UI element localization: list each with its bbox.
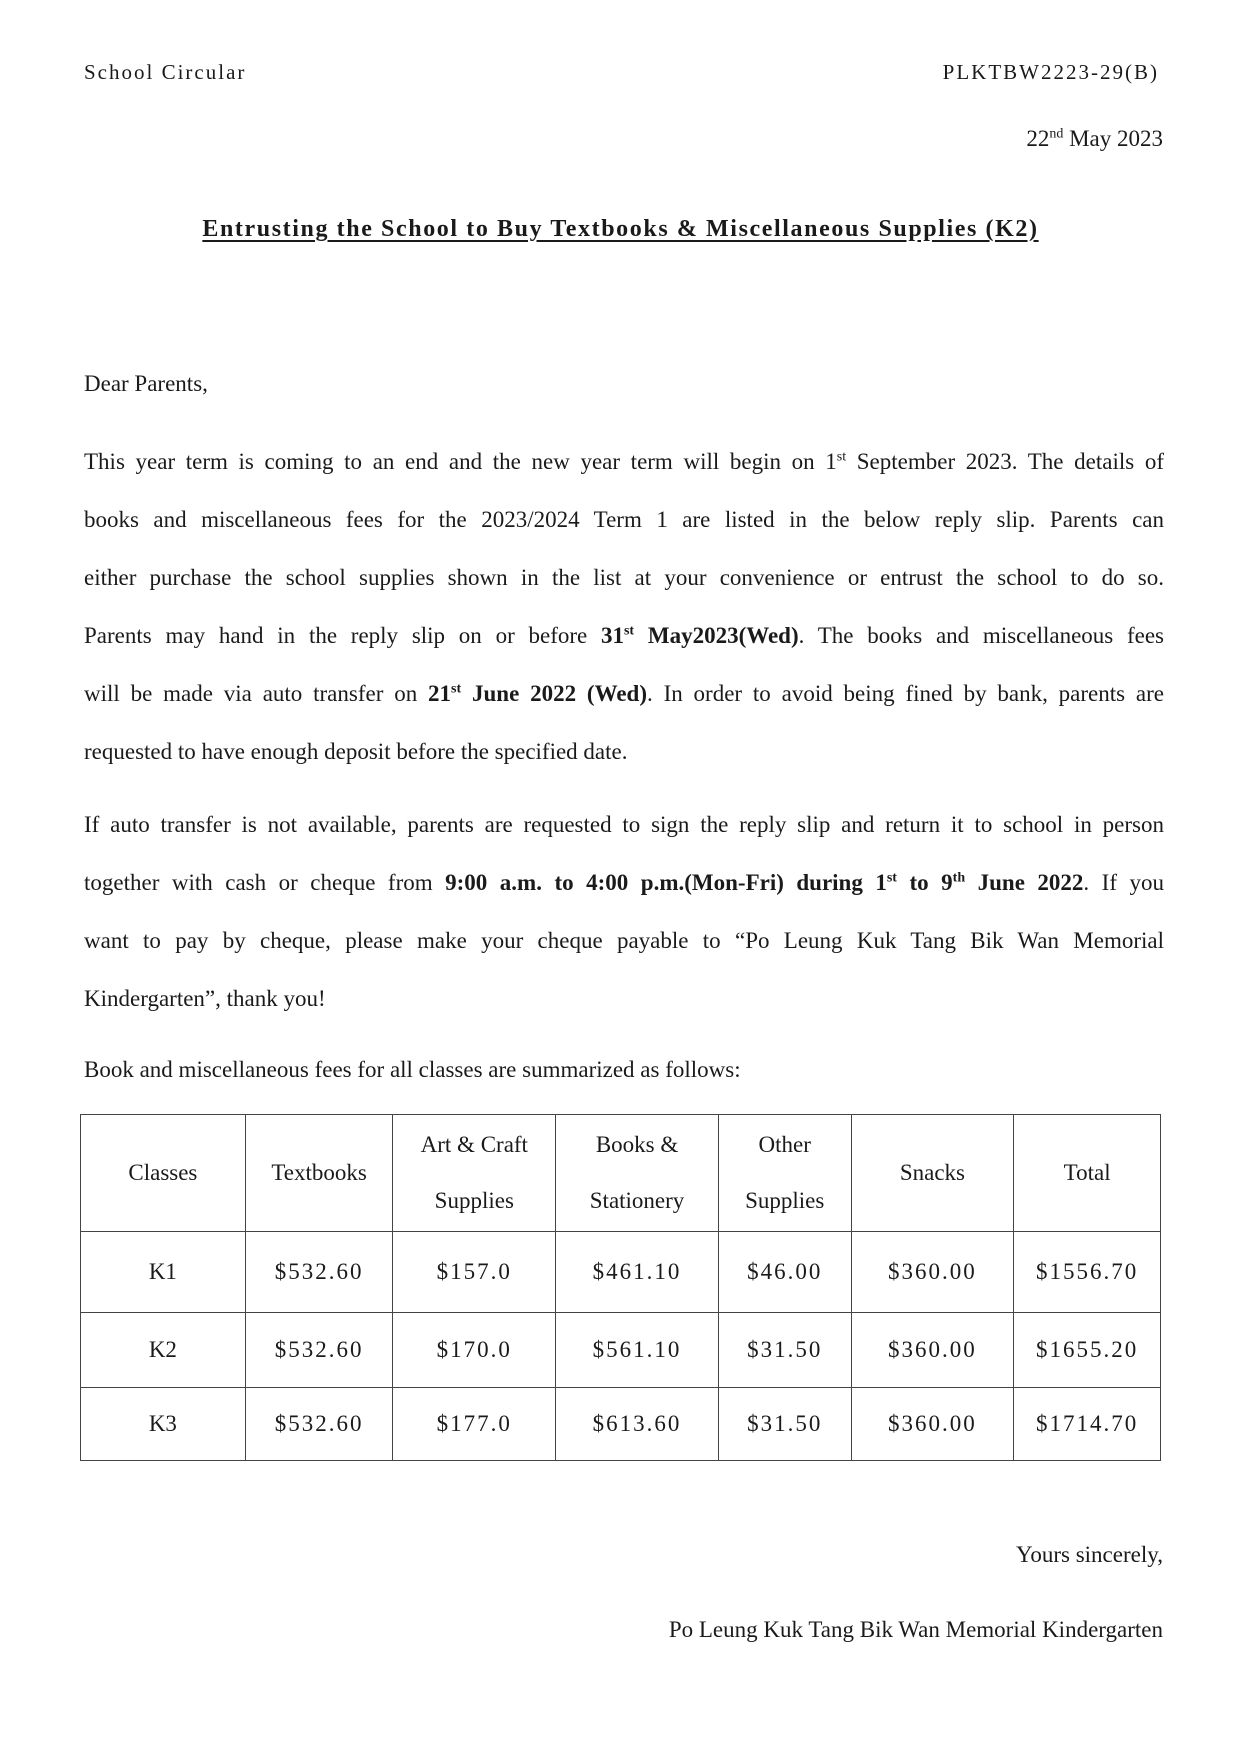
column-header <box>718 1115 851 1232</box>
paragraph-line <box>84 665 1164 723</box>
class-name-cell: K2 <box>81 1313 246 1388</box>
table-row <box>81 1232 1161 1313</box>
column-header-line: Books & <box>595 1132 679 1157</box>
fee-cell: $31.50 <box>718 1313 851 1388</box>
column-header-line: Supplies <box>745 1188 825 1213</box>
paragraph-payment-instructions <box>84 796 1164 1028</box>
paragraph-line <box>84 607 1164 665</box>
letter-date <box>1026 126 1163 152</box>
fees-summary-intro: Book and miscellaneous fees for all classes are summarized as follows: <box>84 1057 741 1082</box>
text-run: Parents may hand in the reply slip on or before <box>84 623 601 648</box>
column-header-line: Supplies <box>434 1188 514 1213</box>
column-header <box>245 1115 393 1232</box>
column-header <box>81 1115 246 1232</box>
date-day: 22 <box>1026 126 1050 151</box>
fees-table <box>80 1114 1161 1461</box>
letter-title <box>0 216 1241 243</box>
fee-cell: $1655.20 <box>1014 1313 1161 1388</box>
fee-cell: $157.0 <box>393 1232 556 1313</box>
paragraph-line: If auto transfer is not available, parents are requested to sign the reply slip and return it to school in person <box>84 812 1164 837</box>
text-run: . In order to avoid being fined by bank, parents are <box>646 681 1164 706</box>
column-header <box>1014 1115 1161 1232</box>
fee-cell: $360.00 <box>851 1313 1014 1388</box>
circular-reference-number: PLKTBW2223-29(B) <box>942 60 1159 84</box>
reply-deadline: 31st May2023(Wed) <box>600 623 799 648</box>
circular-label: School Circular <box>84 60 247 84</box>
text-run: will be made via auto transfer on <box>84 681 429 706</box>
fee-cell: $177.0 <box>393 1388 556 1461</box>
date-day-suffix: nd <box>1049 126 1064 142</box>
fee-cell: $360.00 <box>851 1232 1014 1313</box>
text-run: . If you <box>1083 870 1164 895</box>
table-row <box>81 1313 1161 1388</box>
fee-cell: $1556.70 <box>1014 1232 1161 1313</box>
text-run: This year term is coming to an end and the new year term will begin on 1 <box>84 449 837 474</box>
paragraph-term-details <box>84 433 1164 781</box>
paragraph-line: requested to have enough deposit before the specified date. <box>84 739 628 764</box>
column-header-line: Other <box>758 1132 811 1157</box>
fee-cell: $46.00 <box>718 1232 851 1313</box>
column-header-line: Textbooks <box>271 1160 367 1185</box>
fee-cell: $31.50 <box>718 1388 851 1461</box>
table-row <box>81 1388 1161 1461</box>
column-header <box>556 1115 719 1232</box>
column-header-line: Art & Craft <box>420 1132 528 1157</box>
fee-cell: $461.10 <box>556 1232 719 1313</box>
greeting: Dear Parents, <box>84 371 208 396</box>
ordinal-suffix: st <box>836 449 847 465</box>
column-header-line: Snacks <box>899 1160 965 1185</box>
fee-cell: $613.60 <box>556 1388 719 1461</box>
fee-cell: $360.00 <box>851 1388 1014 1461</box>
column-header <box>393 1115 556 1232</box>
text-run: . The books and miscellaneous fees <box>798 623 1165 648</box>
paragraph-line <box>84 854 1164 912</box>
paragraph-line: want to pay by cheque, please make your cheque payable to “Po Leung Kuk Tang Bik Wan Memorial <box>84 928 1164 953</box>
closing: Yours sincerely, <box>1016 1542 1163 1567</box>
paragraph-line: Kindergarten”, thank you! <box>84 986 326 1011</box>
paragraph-line <box>84 433 1164 491</box>
fees-table-header-row <box>81 1115 1161 1232</box>
paragraph-line: either purchase the school supplies shown in the list at your convenience or entrust the school to do so. <box>84 565 1164 590</box>
signoff-school-name: Po Leung Kuk Tang Bik Wan Memorial Kindergarten <box>668 1617 1163 1642</box>
fee-cell: $532.60 <box>245 1388 393 1461</box>
fee-cell: $170.0 <box>393 1313 556 1388</box>
fee-cell: $532.60 <box>245 1232 393 1313</box>
letter-title-text: Entrusting the School to Buy Textbooks & Miscellaneous Supplies (K2) <box>202 216 1039 242</box>
date-month-year: May 2023 <box>1063 126 1163 151</box>
column-header-line: Stationery <box>589 1188 685 1213</box>
column-header <box>851 1115 1014 1232</box>
auto-transfer-date: 21st June 2022 (Wed) <box>428 681 647 706</box>
class-name-cell: K3 <box>81 1388 246 1461</box>
fee-cell: $561.10 <box>556 1313 719 1388</box>
text-run: together with cash or cheque from <box>84 870 446 895</box>
text-run: September 2023. The details of <box>846 449 1164 474</box>
fee-cell: $532.60 <box>245 1313 393 1388</box>
column-header-line: Classes <box>128 1160 198 1185</box>
fee-cell: $1714.70 <box>1014 1388 1161 1461</box>
paragraph-line: books and miscellaneous fees for the 2023/2024 Term 1 are listed in the below reply slip. Parents can <box>84 507 1164 532</box>
payment-window: 9:00 a.m. to 4:00 p.m.(Mon-Fri) during 1st to 9th June 2022 <box>445 870 1084 895</box>
column-header-line: Total <box>1063 1160 1111 1185</box>
class-name-cell: K1 <box>81 1232 246 1313</box>
